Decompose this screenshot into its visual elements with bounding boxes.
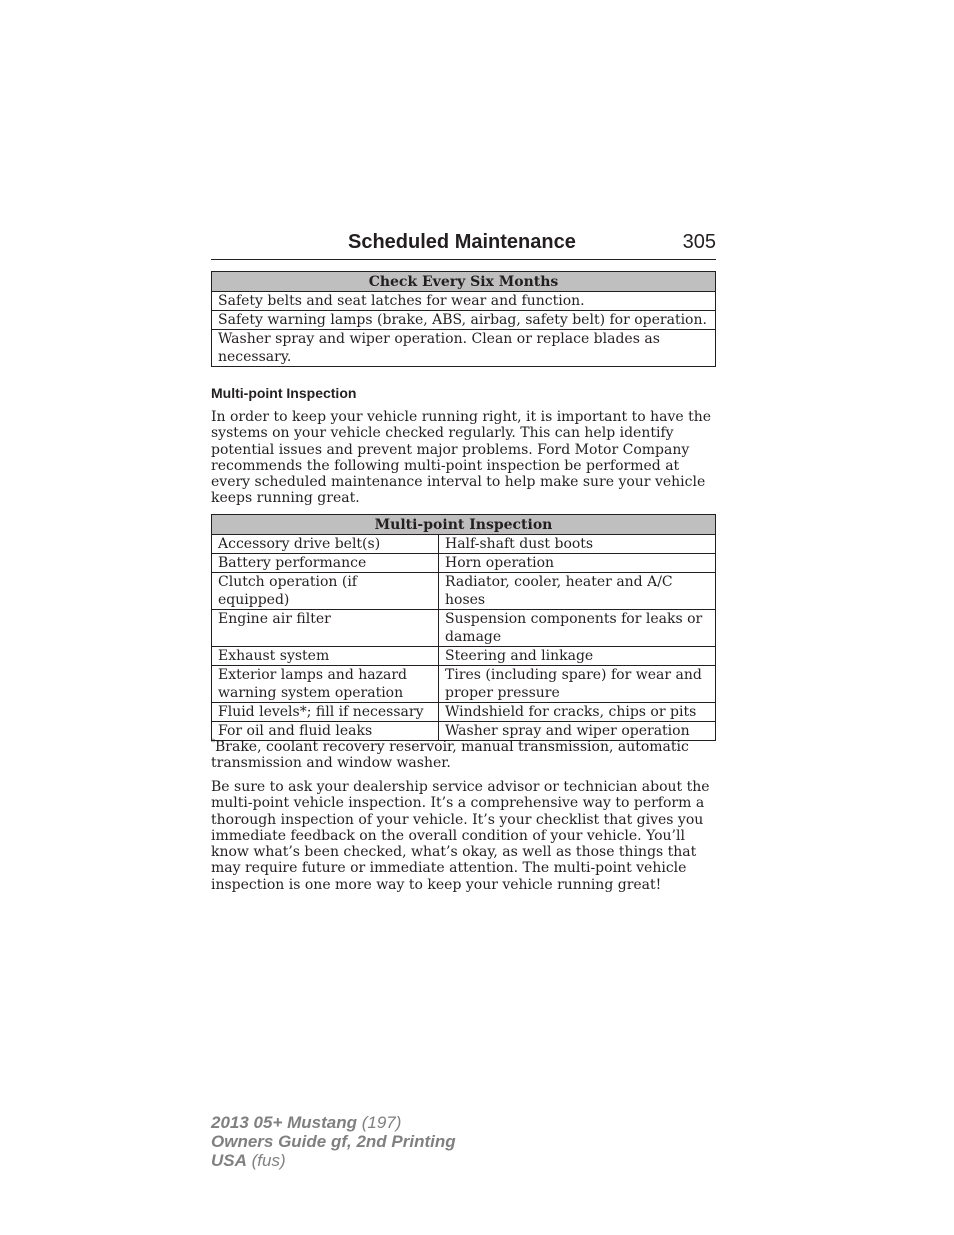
table-cell: Clutch operation (if equipped) [212, 573, 439, 610]
table-cell: Washer spray and wiper operation. Clean or replace blades as necessary. [212, 330, 716, 367]
table-cell: For oil and fluid leaks [212, 722, 439, 741]
page-header [211, 229, 716, 260]
page-footer [211, 1113, 456, 1170]
table-row [212, 666, 716, 703]
table-cell: Battery performance [212, 554, 439, 573]
table-row [212, 292, 716, 311]
table-row [212, 647, 716, 666]
footer-line-1 [211, 1113, 456, 1132]
table-cell: Washer spray and wiper operation [439, 722, 716, 741]
table-cell: Tires (including spare) for wear and proper pressure [439, 666, 716, 703]
footer-model-code: (197) [357, 1113, 402, 1132]
table-header: Check Every Six Months [212, 272, 716, 292]
table-row [212, 311, 716, 330]
footer-model: 2013 05+ Mustang [211, 1113, 357, 1132]
table-cell: Exhaust system [212, 647, 439, 666]
footer-market: USA [211, 1151, 247, 1170]
table-header-row [212, 272, 716, 292]
footer-line-2 [211, 1132, 456, 1151]
footnote-mark: * [211, 738, 215, 747]
six-months-table [211, 271, 716, 367]
footer-market-code: (fus) [246, 1151, 286, 1170]
table-cell: Safety warning lamps (brake, ABS, airbag, safety belt) for operation. [212, 311, 716, 330]
table-cell: Half-shaft dust boots [439, 535, 716, 554]
table-cell: Suspension components for leaks or damage [439, 610, 716, 647]
table-row [212, 330, 716, 367]
table-cell: Accessory drive belt(s) [212, 535, 439, 554]
table-header: Multi-point Inspection [212, 515, 716, 535]
table-row [212, 554, 716, 573]
footer-line-3 [211, 1151, 456, 1170]
table-cell: Radiator, cooler, heater and A/C hoses [439, 573, 716, 610]
table-row [212, 703, 716, 722]
table-row [212, 610, 716, 647]
section-heading: Multi-point Inspection [211, 385, 357, 401]
table-row [212, 573, 716, 610]
table-cell: Exterior lamps and hazard warning system operation [212, 666, 439, 703]
footer-guide: Owners Guide gf, 2nd Printing [211, 1132, 456, 1151]
page-title: Scheduled Maintenance [348, 231, 576, 253]
table-cell: Windshield for cracks, chips or pits [439, 703, 716, 722]
table-cell: Safety belts and seat latches for wear and function. [212, 292, 716, 311]
intro-paragraph: In order to keep your vehicle running right, it is important to have the systems on your vehicle checked regularly. This can help identify potential issues and prevent major problems. Ford Motor Company recommends the following multi-point inspection be performed at every scheduled maintenance interval to help make sure your vehicle keeps running great. [211, 409, 712, 507]
table-row [212, 535, 716, 554]
page-number: 305 [682, 231, 716, 253]
table-cell: Horn operation [439, 554, 716, 573]
footnote [211, 739, 721, 772]
table-cell: Fluid levels*; fill if necessary [212, 703, 439, 722]
closing-paragraph: Be sure to ask your dealership service advisor or technician about the multi-point vehicle inspection. It’s a comprehensive way to perform a thorough inspection of your vehicle. It’s your checklist that gives you immediate feedback on the overall condition of your vehicle. You’ll know what’s been checked, what’s okay, as well as those things that may require future or immediate attention. The multi-point vehicle inspection is one more way to keep your vehicle running great! [211, 779, 710, 893]
table-header-row [212, 515, 716, 535]
inspection-table [211, 514, 716, 741]
footnote-text: Brake, coolant recovery reservoir, manual transmission, automatic transmission and window washer. [211, 739, 689, 772]
table-cell: Engine air filter [212, 610, 439, 647]
table-row [212, 722, 716, 741]
table-cell: Steering and linkage [439, 647, 716, 666]
